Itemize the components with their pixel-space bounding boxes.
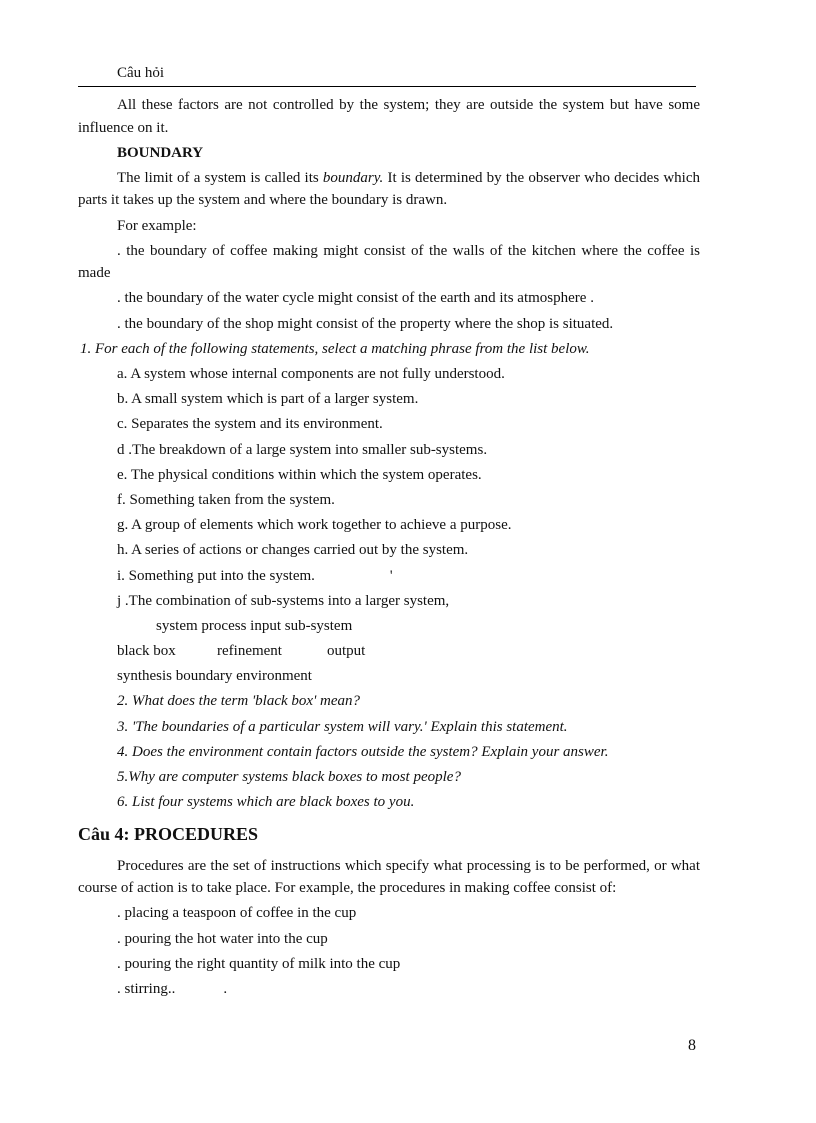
- boundary-definition: [78, 167, 700, 212]
- stray-mark: ': [389, 567, 393, 584]
- statement-item: e. The physical conditions within which the system operates.: [117, 466, 482, 483]
- word-list-line: [117, 640, 700, 663]
- example-item: . the boundary of the water cycle might consist of the earth and its atmosphere .: [117, 290, 594, 307]
- question-item: 4. Does the environment contain factors outside the system? Explain your answer.: [117, 743, 609, 760]
- statement-item: [78, 565, 700, 588]
- word-list-line: system process input sub-system: [156, 617, 353, 634]
- example-item: . the boundary of coffee making might consist of the walls of the kitchen where the coffee is made: [78, 242, 700, 282]
- intro-paragraph: All these factors are not controlled by the system; they are outside the system but have some influence on it.: [78, 97, 700, 136]
- header-rule: [78, 86, 696, 87]
- procedure-step-text: . stirring..: [117, 980, 176, 997]
- boundary-heading: BOUNDARY: [117, 144, 204, 161]
- procedure-step: . placing a teaspoon of coffee in the cup: [117, 905, 357, 922]
- statement-item: h. A series of actions or changes carried out by the system.: [117, 542, 469, 559]
- statement-item: a. A system whose internal components are not fully understood.: [117, 366, 505, 382]
- procedure-step: . pouring the right quantity of milk into the cup: [117, 955, 401, 972]
- page-number: 8: [688, 1037, 696, 1054]
- procedure-step: [78, 978, 700, 1001]
- for-example-label: For example:: [117, 217, 197, 234]
- question-item: 6. List four systems which are black boxes to you.: [117, 794, 415, 811]
- procedures-paragraph: Procedures are the set of instructions which specify what processing is to be performed, or what course of action is to take place. For example, the procedures in making coffee consist of:: [78, 857, 700, 897]
- statement-text: i. Something put into the system.: [117, 567, 315, 584]
- question-item: 3. 'The boundaries of a particular system will vary.' Explain this statement.: [117, 718, 568, 735]
- page-body: [78, 94, 700, 1003]
- statement-item: j .The combination of sub-systems into a larger system,: [117, 592, 450, 609]
- example-item: . the boundary of the shop might consist of the property where the shop is situated.: [117, 315, 614, 332]
- word-list-item: output: [327, 643, 366, 660]
- running-header: Câu hỏi: [117, 65, 165, 81]
- question-item: 5.Why are computer systems black boxes to most people?: [117, 769, 461, 785]
- word-list-item: black box: [117, 643, 176, 660]
- boundary-term: boundary.: [322, 169, 384, 186]
- section-heading: Câu 4: PROCEDURES: [78, 823, 259, 844]
- question-1: 1. For each of the following statements, select a matching phrase from the list below.: [80, 340, 590, 357]
- boundary-def-pre: The limit of a system is called its: [117, 169, 323, 186]
- procedure-step: . pouring the hot water into the cup: [117, 930, 328, 947]
- statement-item: b. A small system which is part of a larger system.: [117, 391, 419, 408]
- statement-item: g. A group of elements which work together to achieve a purpose.: [117, 517, 512, 534]
- word-list-line: synthesis boundary environment: [117, 668, 312, 685]
- statement-item: d .The breakdown of a large system into smaller sub-systems.: [117, 441, 488, 458]
- trailing-dot: .: [223, 980, 228, 997]
- question-item: 2. What does the term 'black box' mean?: [117, 693, 361, 710]
- word-list-item: refinement: [217, 643, 282, 660]
- boundary-def-post: It is determined by the observer who decides which parts it takes up the system and where the boundary is drawn.: [78, 169, 700, 209]
- statement-item: c. Separates the system and its environment.: [117, 416, 383, 433]
- statement-item: f. Something taken from the system.: [117, 491, 335, 508]
